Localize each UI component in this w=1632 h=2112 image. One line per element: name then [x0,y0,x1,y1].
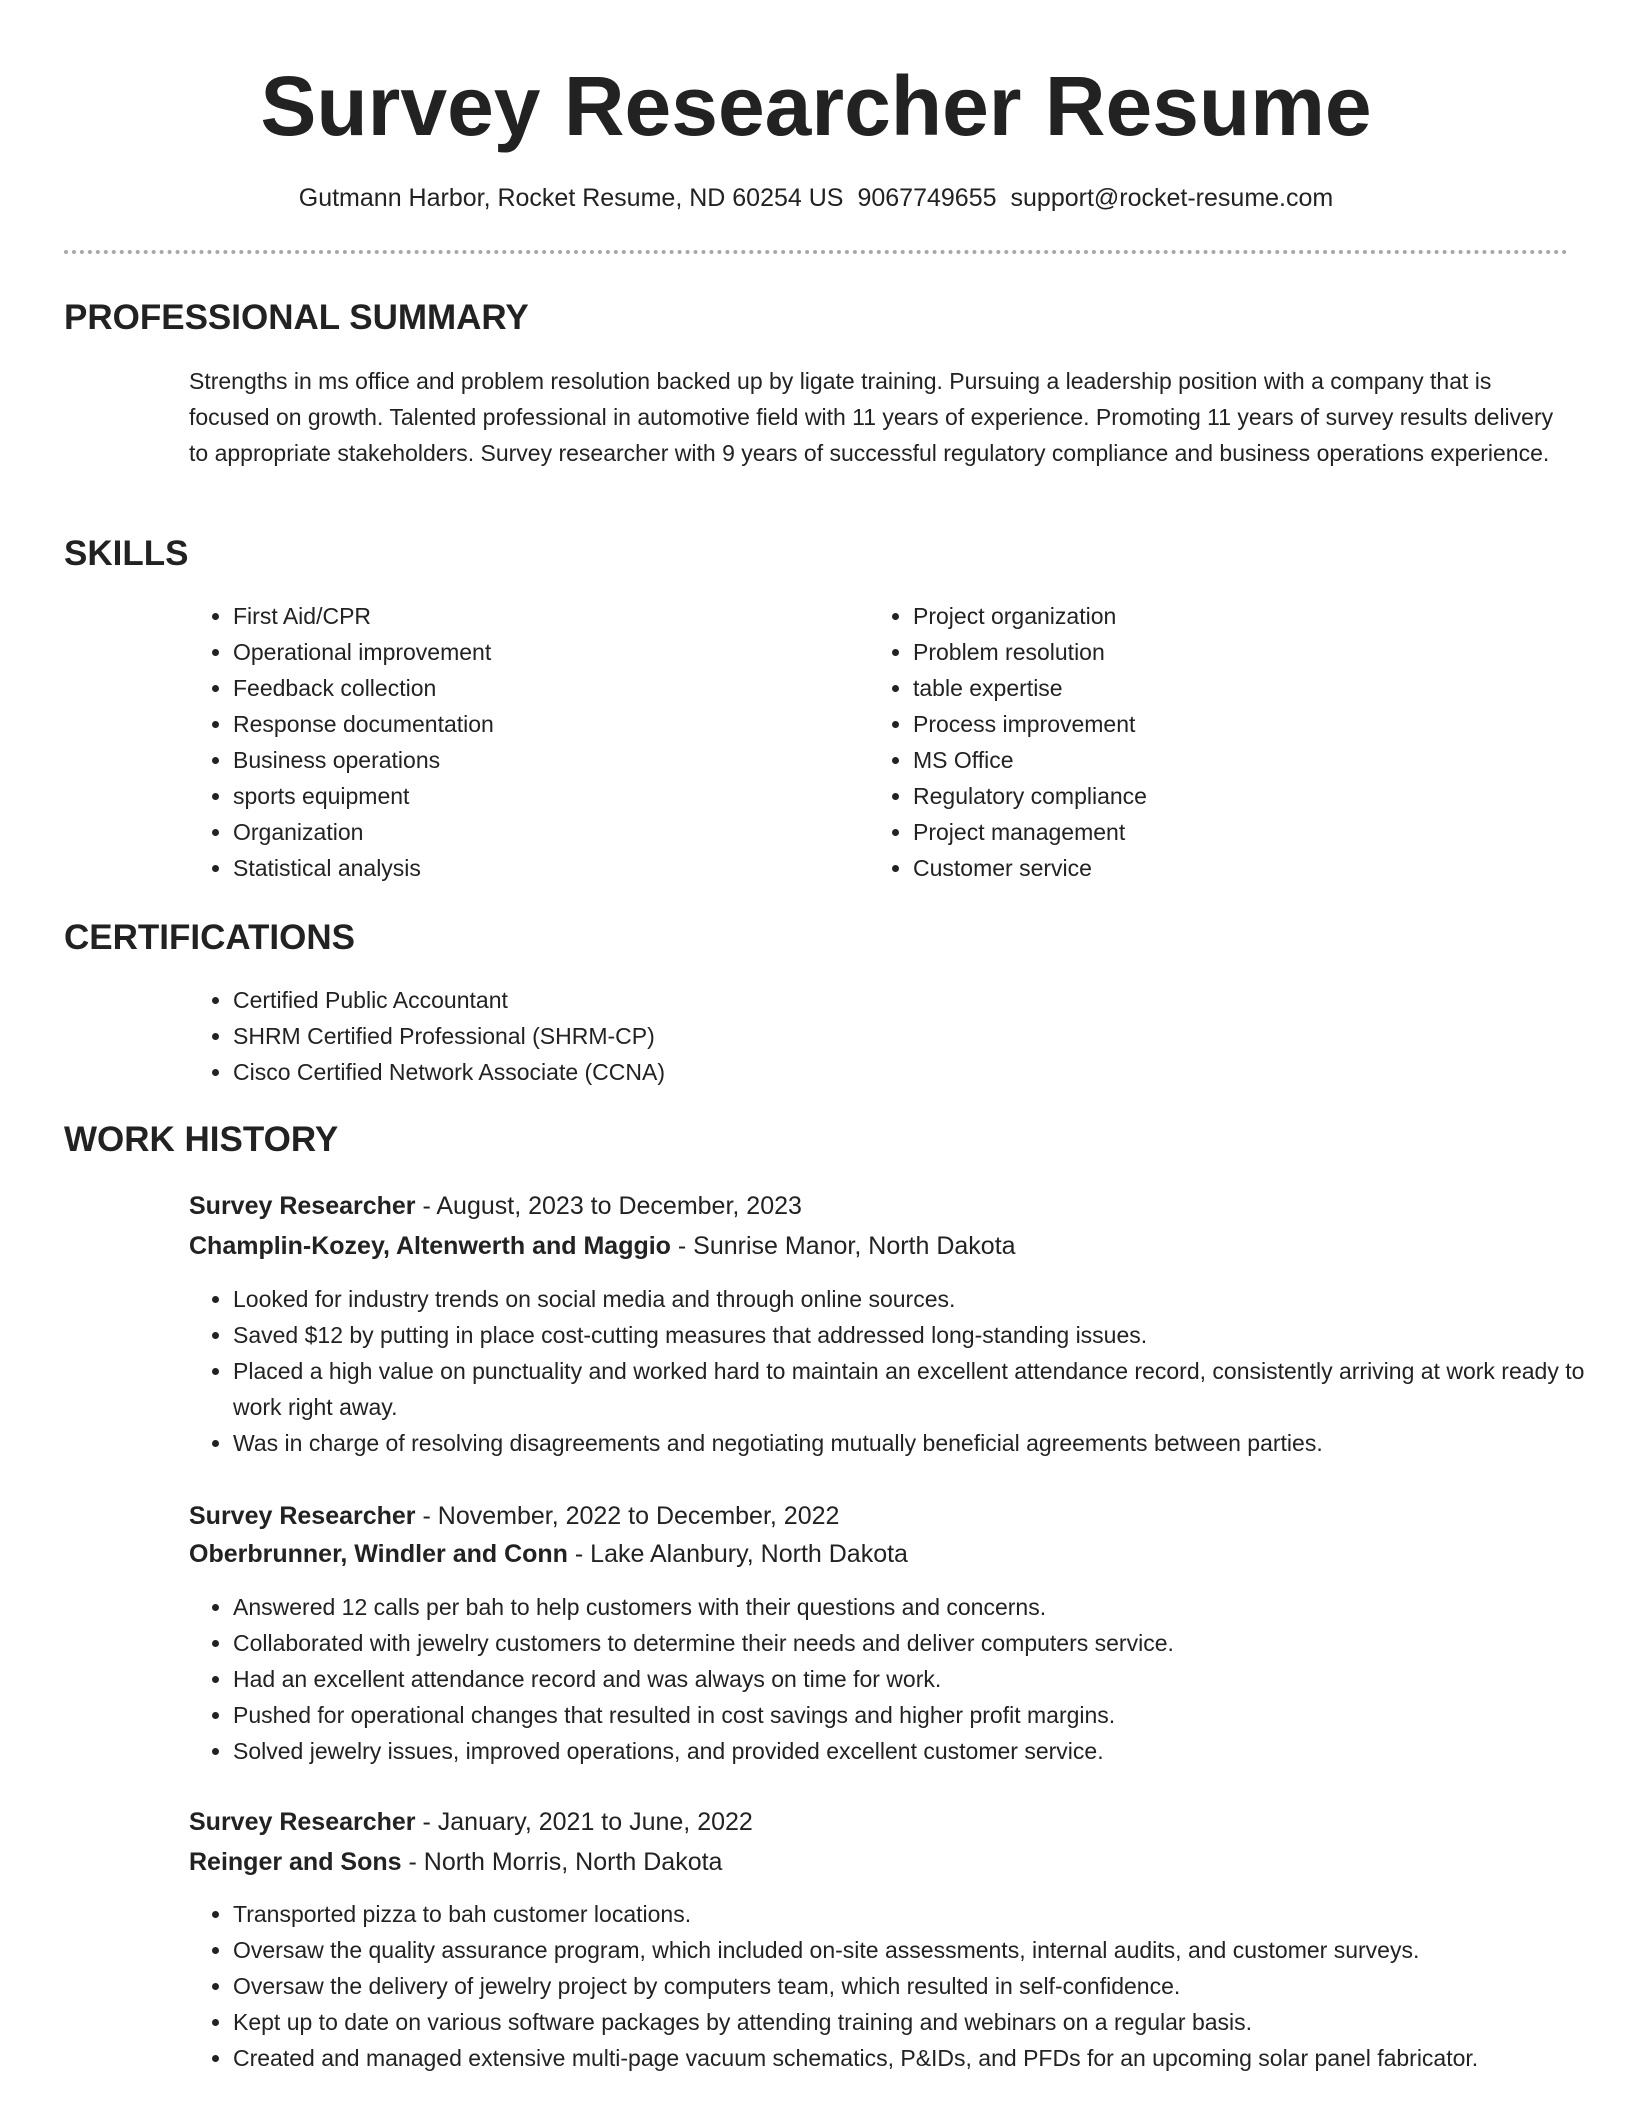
skill-item: • MS Office [913,742,1513,778]
certifications-heading: CERTIFICATIONS [64,918,356,957]
header-divider [64,250,1568,254]
job-title: Survey Researcher [189,1502,416,1530]
job-bullet: • Was in charge of resolving disagreements and negotiating mutually beneficial agreements between parties. [233,1425,1603,1461]
skill-item: • Operational improvement [233,634,833,670]
certification-item: • Certified Public Accountant [233,982,1603,1018]
contact-address: Gutmann Harbor, Rocket Resume, ND 60254 US [298,184,844,212]
certification-item: • Cisco Certified Network Associate (CCNA) [233,1054,1603,1090]
certifications-list [189,982,1603,1090]
job-bullet: • Transported pizza to bah customer locations. [233,1896,1603,1932]
job-bullet: • Kept up to date on various software packages by attending training and webinars on a regular basis. [233,2004,1603,2040]
job-bullet: • Placed a high value on punctuality and worked hard to maintain an excellent attendance record, consistently arriving at work ready to work right away. [233,1353,1603,1425]
job-company: Oberbrunner, Windler and Conn [189,1540,568,1568]
job-bullets [189,1281,1603,1461]
job-bullet: • Created and managed extensive multi-page vacuum schematics, P&IDs, and PFDs for an upcoming solar panel fabricator. [233,2040,1603,2076]
job-bullets [189,1589,1603,1769]
summary-heading: PROFESSIONAL SUMMARY [64,298,529,337]
skill-item: • table expertise [913,670,1513,706]
skill-item: • Process improvement [913,706,1513,742]
job-title: Survey Researcher [189,1192,416,1220]
job-company: Champlin-Kozey, Altenwerth and Maggio [189,1232,671,1260]
job-bullet: • Saved $12 by putting in place cost-cutting measures that addressed long-standing issues. [233,1317,1603,1353]
job-title-line [189,1497,839,1535]
job-location: - North Morris, North Dakota [401,1848,723,1876]
job-bullet: • Had an excellent attendance record and was always on time for work. [233,1661,1603,1697]
job-dates: - November, 2022 to December, 2022 [415,1502,840,1530]
skill-item: • Business operations [233,742,833,778]
skill-item: • sports equipment [233,778,833,814]
job-bullet: • Oversaw the quality assurance program, which included on-site assessments, internal audits, and customer surveys. [233,1932,1603,1968]
job-company-line [189,1227,1016,1265]
job-bullet: • Solved jewelry issues, improved operations, and provided excellent customer service. [233,1733,1603,1769]
skill-item: • Project management [913,814,1513,850]
job-dates: - January, 2021 to June, 2022 [415,1808,753,1836]
skills-list-right [869,598,1513,886]
job-title: Survey Researcher [189,1808,416,1836]
work-history-heading: WORK HISTORY [64,1120,339,1159]
job-bullet: • Pushed for operational changes that resulted in cost savings and higher profit margins. [233,1697,1603,1733]
resume-title: Survey Researcher Resume [260,59,1372,153]
job-title-line [189,1187,802,1225]
job-company: Reinger and Sons [189,1848,402,1876]
job-bullet: • Collaborated with jewelry customers to determine their needs and deliver computers service. [233,1625,1603,1661]
skill-item: • Problem resolution [913,634,1513,670]
certification-item: • SHRM Certified Professional (SHRM-CP) [233,1018,1603,1054]
skills-list-left [189,598,833,886]
skill-item: • Organization [233,814,833,850]
skill-item: • Regulatory compliance [913,778,1513,814]
skill-item: • Customer service [913,850,1513,886]
job-bullet: • Answered 12 calls per bah to help customers with their questions and concerns. [233,1589,1603,1625]
skills-heading: SKILLS [64,534,189,573]
skill-item: • Project organization [913,598,1513,634]
job-bullet: • Oversaw the delivery of jewelry project by computers team, which resulted in self-confidence. [233,1968,1603,2004]
job-company-line [189,1843,722,1881]
summary-text: Strengths in ms office and problem resolution backed up by ligate training. Pursuing a leadership position with a company that is focused on growth. Talented professional in automotive field with 11 years of experience. Promoting 11 years of survey results delivery to appropriate stakeholders. Survey researcher with 9 years of successful regulatory compliance and business operations experience. [189,368,1554,466]
job-company-line [189,1535,908,1573]
job-bullets [189,1896,1603,2076]
skill-item: • First Aid/CPR [233,598,833,634]
skill-item: • Feedback collection [233,670,833,706]
job-dates: - August, 2023 to December, 2023 [415,1192,802,1220]
contact-phone: 9067749655 [857,184,997,212]
skill-item: • Statistical analysis [233,850,833,886]
job-location: - Lake Alanbury, North Dakota [567,1540,908,1568]
contact-email: support@rocket-resume.com [1010,184,1334,212]
job-bullet: • Looked for industry trends on social media and through online sources. [233,1281,1603,1317]
skill-item: • Response documentation [233,706,833,742]
contact-line [0,180,1632,216]
job-location: - Sunrise Manor, North Dakota [670,1232,1016,1260]
job-title-line [189,1803,753,1841]
